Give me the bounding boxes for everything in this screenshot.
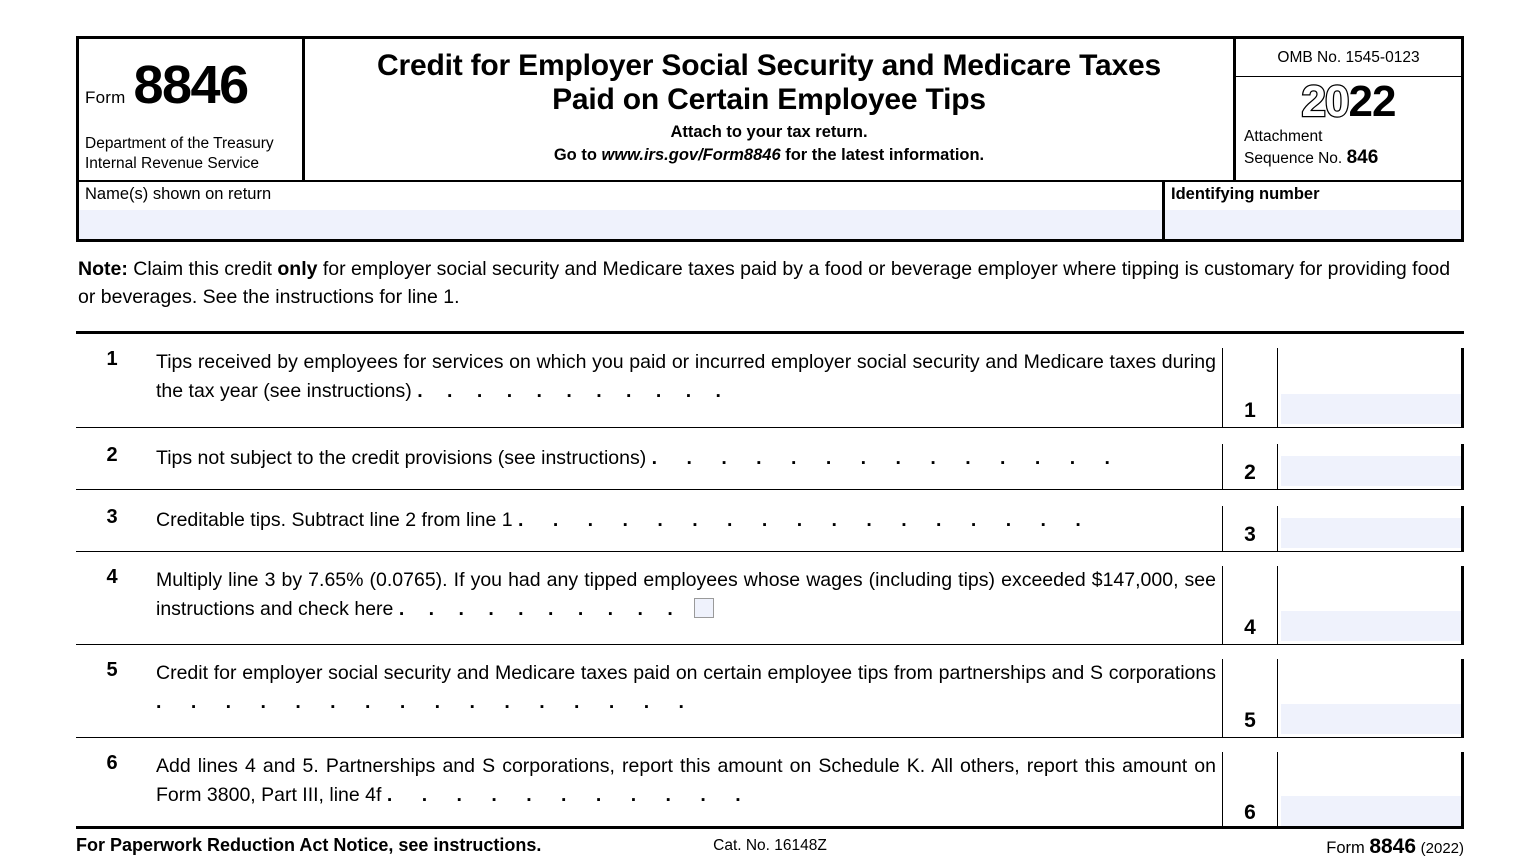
line-2-text-wrap <box>156 444 1222 473</box>
line-2-leader: . . . . . . . . . . . . . . <box>651 447 1122 469</box>
line-3-leader: . . . . . . . . . . . . . . . . . <box>518 509 1093 531</box>
line-5-text: Credit for employer social security and Medicare taxes paid on certain employee tips from partnerships and S corporations <box>156 662 1216 684</box>
attach-instruction: Attach to your tax return. <box>670 123 868 142</box>
table-row <box>76 645 1464 738</box>
line-4-checkbox[interactable] <box>694 598 714 618</box>
line-3-text-wrap <box>156 506 1222 535</box>
line-3-number: 3 <box>106 506 118 528</box>
line-4-number: 4 <box>106 566 118 588</box>
identifying-number-label: Identifying number <box>1171 185 1320 203</box>
goto-instruction <box>305 146 1233 165</box>
name-field-cell <box>79 182 1165 239</box>
line-3-amount-cell <box>1278 506 1464 551</box>
form-header <box>76 36 1464 180</box>
form-word-label: Form <box>85 88 126 107</box>
line-5-leader: . . . . . . . . . . . . . . . . <box>156 691 696 714</box>
line-4-description-cell <box>76 566 1222 644</box>
line-1-amount-cell <box>1278 348 1464 427</box>
goto-url[interactable]: www.irs.gov/Form8846 <box>601 146 781 165</box>
form-title-line-2: Paid on Certain Employee Tips <box>552 82 986 116</box>
identifying-number-cell <box>1165 182 1461 239</box>
line-5-amount-input[interactable] <box>1281 704 1461 734</box>
line-2-number: 2 <box>106 444 118 466</box>
line-4-amount-cell <box>1278 566 1464 644</box>
table-row <box>76 738 1464 829</box>
table-row <box>76 334 1464 428</box>
line-6-description-cell <box>76 752 1222 829</box>
line-1-text-wrap <box>156 348 1222 407</box>
line-1-box-label-cell <box>1222 348 1278 427</box>
note-emphasis: only <box>277 258 318 280</box>
form-title-cell <box>305 39 1236 180</box>
line-6-number: 6 <box>106 752 118 774</box>
line-6-box-label-cell <box>1222 752 1278 829</box>
line-6-amount-cell <box>1278 752 1464 829</box>
goto-prefix: Go to <box>553 146 597 165</box>
line-6-text: Add lines 4 and 5. Partnerships and S corporations, report this amount on Schedule K. All others, report this amount on Form 3800, Part III, line 4f <box>156 755 1216 807</box>
table-row <box>76 428 1464 490</box>
department-block <box>85 134 274 174</box>
department-line-1: Department of the Treasury <box>85 135 274 153</box>
name-field-label: Name(s) shown on return <box>85 185 272 203</box>
line-6-amount-input[interactable] <box>1281 796 1461 826</box>
line-2-box-number: 2 <box>1244 461 1256 484</box>
line-5-box-label-cell <box>1222 659 1278 737</box>
line-items-table <box>76 331 1464 826</box>
footer-form-year: (2022) <box>1420 840 1464 857</box>
identifying-number-input[interactable] <box>1165 210 1461 239</box>
footer-form-word: Form <box>1326 839 1365 857</box>
note-paragraph <box>78 256 1463 311</box>
taxpayer-identification-row <box>76 180 1464 242</box>
tax-year-prefix: 20 <box>1301 77 1349 126</box>
line-2-amount-cell <box>1278 444 1464 489</box>
name-input[interactable] <box>79 210 1162 239</box>
form-title-line-1: Credit for Employer Social Security and Medicare Taxes <box>377 49 1161 82</box>
department-line-2: Internal Revenue Service <box>85 155 260 173</box>
line-4-box-label-cell <box>1222 566 1278 644</box>
line-3-box-number: 3 <box>1244 523 1256 546</box>
line-4-text: Multiply line 3 by 7.65% (0.0765). If you had any tipped employees whose wages (including tips) exceeded $147,000, see instructions and check here <box>156 569 1216 621</box>
paperwork-reduction-notice: For Paperwork Reduction Act Notice, see instructions. <box>76 835 542 855</box>
tax-year <box>1236 78 1461 126</box>
line-4-leader: . . . . . . . . . . <box>398 598 683 621</box>
sequence-label: Sequence No. <box>1244 150 1343 168</box>
omb-cell <box>1236 39 1461 180</box>
line-1-text: Tips received by employees for services on which you paid or incurred employer social security and Medicare taxes during the tax year (see instructions) <box>156 351 1216 403</box>
line-6-leader: . . . . . . . . . . . <box>386 784 753 807</box>
line-5-amount-cell <box>1278 659 1464 737</box>
line-6-text-wrap <box>156 752 1222 811</box>
footer-form-number: 8846 <box>1369 835 1417 858</box>
line-4-box-number: 4 <box>1244 616 1256 639</box>
line-3-box-label-cell <box>1222 506 1278 551</box>
sequence-number: 846 <box>1346 147 1379 169</box>
tax-year-suffix: 22 <box>1348 77 1396 126</box>
note-text-after: for employer social security and Medicare taxes paid by a food or beverage employer where tipping is customary for providing food or beverages. See the instructions for line 1. <box>78 258 1451 308</box>
form-footer <box>76 826 1464 859</box>
line-5-number: 5 <box>106 659 118 681</box>
line-1-description-cell <box>76 348 1222 427</box>
line-2-text: Tips not subject to the credit provisions (see instructions) <box>156 447 647 469</box>
line-2-description-cell <box>76 444 1222 489</box>
line-2-amount-input[interactable] <box>1281 456 1461 486</box>
line-2-box-label-cell <box>1222 444 1278 489</box>
line-1-amount-input[interactable] <box>1281 394 1461 424</box>
line-5-description-cell <box>76 659 1222 737</box>
line-4-text-wrap <box>156 566 1222 625</box>
line-4-amount-input[interactable] <box>1281 611 1461 641</box>
line-5-text-wrap <box>156 659 1222 718</box>
line-3-text: Creditable tips. Subtract line 2 from line 1 <box>156 509 513 531</box>
form-number: 8846 <box>133 55 248 115</box>
attachment-label: Attachment <box>1244 128 1323 145</box>
line-6-box-number: 6 <box>1244 801 1256 824</box>
form-number-block <box>85 55 248 115</box>
note-text-before: Claim this credit <box>127 258 278 280</box>
goto-suffix: for the latest information. <box>785 146 985 165</box>
line-5-box-number: 5 <box>1244 709 1256 732</box>
table-row <box>76 490 1464 552</box>
line-3-description-cell <box>76 506 1222 551</box>
attachment-sequence <box>1236 127 1461 170</box>
table-row <box>76 552 1464 645</box>
line-1-number: 1 <box>106 348 118 370</box>
omb-number: OMB No. 1545-0123 <box>1236 39 1461 77</box>
line-1-leader: . . . . . . . . . . . <box>417 380 731 403</box>
line-1-box-number: 1 <box>1244 399 1256 422</box>
form-identity-cell <box>79 39 305 180</box>
catalog-number: Cat. No. 16148Z <box>713 837 827 854</box>
line-3-amount-input[interactable] <box>1281 518 1461 548</box>
note-label: Note: <box>78 258 128 280</box>
